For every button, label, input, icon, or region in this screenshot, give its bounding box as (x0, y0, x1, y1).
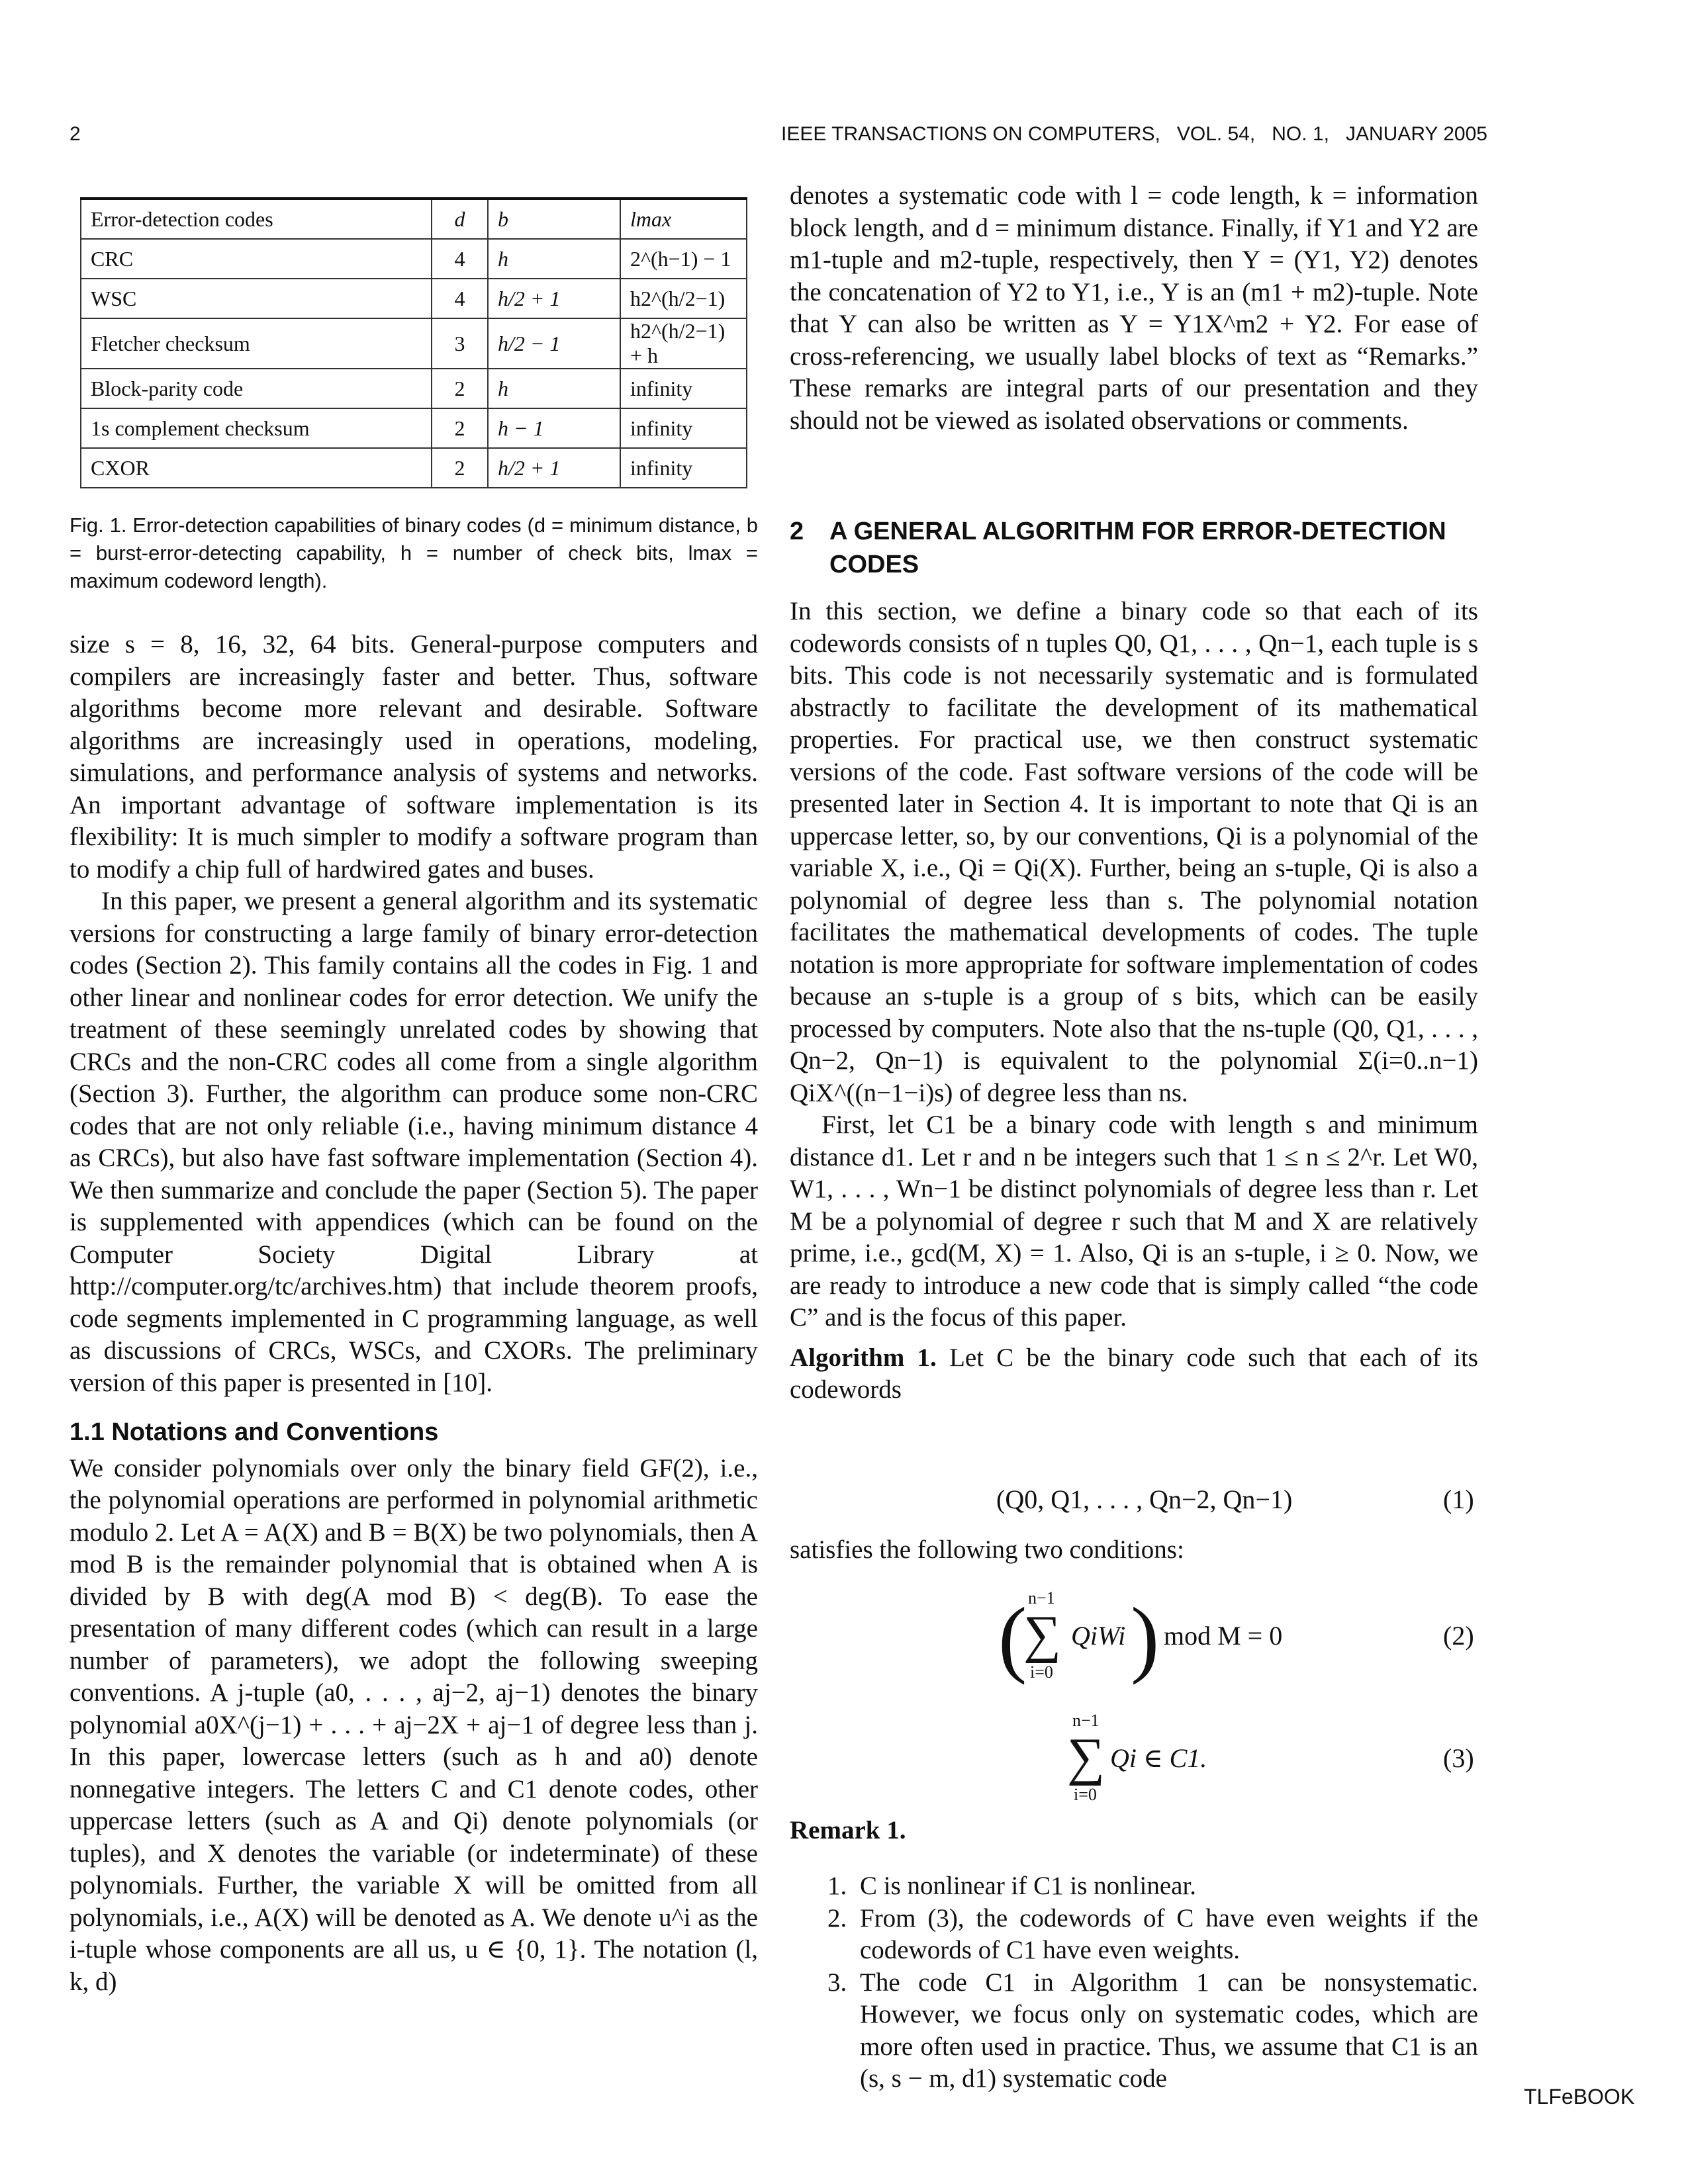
equation-number: (1) (1443, 1484, 1474, 1514)
table-header-row (81, 199, 747, 239)
sigma-symbol: ∑ (1023, 1606, 1062, 1664)
cell: 4 (432, 239, 488, 279)
section-number: 2 (790, 518, 804, 545)
cell: h2^(h/2−1) + h (620, 318, 747, 369)
cell: infinity (620, 408, 747, 448)
page-number: 2 (70, 123, 81, 145)
cell: 4 (432, 279, 488, 318)
cell: CXOR (81, 448, 432, 488)
algorithm-label: Algorithm 1. (790, 1343, 937, 1372)
cell: h2^(h/2−1) (620, 279, 747, 318)
figure-caption: Fig. 1. Error-detection capabilities of binary codes (d = minimum distance, b = burst-error-detecting capability, h = number of check bits, lmax = maximum codeword length). (70, 514, 758, 592)
algorithm-text: Let C be the binary code such that each of its codewords (790, 1343, 1478, 1404)
cell: infinity (620, 448, 747, 488)
algorithm-paragraph (790, 1342, 1478, 1406)
table-row (81, 448, 747, 488)
list-item: 2. From (3), the codewords of C have even weights if the codewords of C1 have even weights. (853, 1903, 1478, 1967)
paragraph: size s = 8, 16, 32, 64 bits. General-purpose computers and compilers are increasingly faster and better. Thus, software algorithms become more relevant and desirable. Software algorithms are increasingly used in operations, modeling, simulations, and performance analysis of systems and networks. An important advantage of software implementation is its flexibility: It is much simpler to modify a software program than to modify a chip full of hardwired gates and buses. (70, 630, 758, 884)
cell: 3 (432, 318, 488, 369)
cell: 2^(h−1) − 1 (620, 239, 747, 279)
cell: Fletcher checksum (81, 318, 432, 369)
sum-lower: i=0 (1030, 1662, 1053, 1682)
cell: h/2 − 1 (488, 318, 620, 369)
list-item: 3. The code C1 in Algorithm 1 can be nonsystematic. However, we focus only on systematic codes, which are more often used in practice. Thus, we assume that C1 is an (s, s − m, d1) systematic code (853, 1967, 1478, 2095)
table-row (81, 239, 747, 279)
table-row (81, 408, 747, 448)
equation-1: (Q0, Q1, . . . , Qn−2, Qn−1) (996, 1484, 1293, 1514)
paragraph: We consider polynomials over only the binary field GF(2), i.e., the polynomial operations are performed in polynomial arithmetic modulo 2. Let A = A(X) and B = B(X) be two polynomials, then A mod B is the remainder polynomial that is obtained when A is divided by B with deg(A mod B) < deg(B). To ease the presentation of many different codes (which can result in a large number of parameters), we adopt the following sweeping conventions. A j-tuple (a0, . . . , aj−2, aj−1) denotes the binary polynomial a0X^(j−1) + . . . + aj−2X + aj−1 of degree less than j. In this paper, lowercase letters (such as h and a0) denote nonnegative integers. The letters C and C1 denote codes, other uppercase letters (such as A and Qi) denote polynomials (or tuples), and X denotes the variable (or indeterminate) of these polynomials. Further, the variable X will be omitted from all polynomials, i.e., A(X) will be denoted as A. We denote u^i as the i-tuple whose components are all us, u ∈ {0, 1}. The notation (l, k, d) (70, 1453, 758, 1996)
header-cell: b (488, 199, 620, 239)
cell: h (488, 369, 620, 408)
cell: h − 1 (488, 408, 620, 448)
cell: 2 (432, 408, 488, 448)
section-heading (790, 515, 1478, 581)
right-paren: ) (1131, 1590, 1160, 1686)
paragraph: denotes a systematic code with l = code length, k = information block length, and d = minimum distance. Finally, if Y1 and Y2 are m1-tuple and m2-tuple, respectively, then Y = (Y1, Y2) denotes the concatenation of Y2 to Y1, i.e., Y is an (m1 + m2)-tuple. Note that Y can also be written as Y = Y1X^m2 + Y2. For ease of cross-referencing, we usually label blocks of text as “Remarks.” These remarks are integral parts of our presentation and they should not be viewed as isolated observations or comments. (790, 181, 1478, 435)
sum-body: QiWi (1071, 1621, 1126, 1651)
header-cell: lmax (620, 199, 747, 239)
sum-lower: i=0 (1074, 1785, 1097, 1804)
header-cell: Error-detection codes (81, 199, 432, 239)
table-row (81, 369, 747, 408)
cell: WSC (81, 279, 432, 318)
equation-2 (998, 1588, 1329, 1694)
cell: h/2 + 1 (488, 279, 620, 318)
sum-upper: n−1 (1072, 1711, 1100, 1730)
left-column (70, 629, 758, 1998)
watermark-footer: TLFeBOOK (1524, 2085, 1635, 2109)
conditions-text: satisfies the following two conditions: (790, 1535, 1184, 1564)
cell: h (488, 239, 620, 279)
paragraph: In this paper, we present a general algorithm and its systematic versions for constructing a large family of binary error-detection codes (Section 2). This family contains all the codes in Fig. 1 and other linear and nonlinear codes for error detection. We unify the treatment of these seemingly unrelated codes by showing that CRCs and the non-CRC codes all come from a single algorithm (Section 3). Further, the algorithm can produce some non-CRC codes that are not only reliable (i.e., having minimum distance 4 as CRCs), but also have fast software implementation (Section 4). We then summarize and conclude the paper (Section 5). The paper is supplemented with appendices (which can be found on the Computer Society Digital Library at http://computer.org/tc/archives.htm) that include theorem proofs, code segments implemented in C programming language, as well as discussions of CRCs, WSCs, and CXORs. The preliminary version of this paper is presented in [10]. (70, 887, 758, 1397)
right-column-body (790, 596, 1478, 1406)
cell: 2 (432, 448, 488, 488)
table-row (81, 279, 747, 318)
subsection-heading: 1.1 Notations and Conventions (70, 1418, 439, 1446)
right-column-top (790, 180, 1478, 437)
equation-number: (2) (1443, 1621, 1474, 1651)
list-item: 1. C is nonlinear if C1 is nonlinear. (853, 1870, 1478, 1903)
section-title: A GENERAL ALGORITHM FOR ERROR-DETECTION CODES (829, 518, 1446, 578)
cell: Block-parity code (81, 369, 432, 408)
sum-body: Qi ∈ C1. (1110, 1743, 1207, 1773)
left-paren: ( (998, 1590, 1027, 1686)
sigma-symbol: ∑ (1067, 1728, 1105, 1786)
error-detection-table (80, 197, 747, 488)
equation-3 (1067, 1711, 1266, 1803)
paragraph: First, let C1 be a binary code with length s and minimum distance d1. Let r and n be integers such that 1 ≤ n ≤ 2^r. Let W0, W1, . . . , Wn−1 be distinct polynomials of degree less than r. Let M be a polynomial of degree r such that M and X are relatively prime, i.e., gcd(M, X) = 1. Also, Qi is an s-tuple, i ≥ 0. Now, we are ready to introduce a new code that is simply called “the code C” and is the focus of this paper. (790, 1111, 1478, 1332)
mod-expression: mod M = 0 (1164, 1621, 1283, 1651)
cell: 1s complement checksum (81, 408, 432, 448)
table-row (81, 318, 747, 369)
cell: infinity (620, 369, 747, 408)
cell: CRC (81, 239, 432, 279)
remark-label: Remark 1. (790, 1816, 906, 1844)
cell: 2 (432, 369, 488, 408)
paragraph: In this section, we define a binary code so that each of its codewords consists of n tuples Q0, Q1, . . . , Qn−1, each tuple is s bits. This code is not necessarily systematic and is formulated abstractly to facilitate the development of its mathematical properties. For practical use, we then construct systematic versions of the code. Fast software versions of the code will be presented later in Section 4. It is important to note that Qi is an uppercase letter, so, by our conventions, Qi is a polynomial of the variable X, i.e., Qi = Qi(X). Further, being an s-tuple, Qi is also a polynomial of degree less than s. The polynomial notation facilitates the mathematical developments of codes. The tuple notation is more appropriate for software implementation of codes because an s-tuple is a group of s bits, which can be easily processed by computers. Note also that the ns-tuple (Q0, Q1, . . . , Qn−2, Qn−1) is equivalent to the polynomial Σ(i=0..n−1) QiX^((n−1−i)s) of degree less than ns. (790, 597, 1478, 1107)
header-cell: d (432, 199, 488, 239)
sum-upper: n−1 (1028, 1588, 1055, 1608)
remark-list (790, 1870, 1478, 2095)
cell: h/2 + 1 (488, 448, 620, 488)
equation-number: (3) (1443, 1743, 1474, 1773)
running-header: IEEE TRANSACTIONS ON COMPUTERS, VOL. 54, NO. 1, JANUARY 2005 (781, 123, 1487, 145)
